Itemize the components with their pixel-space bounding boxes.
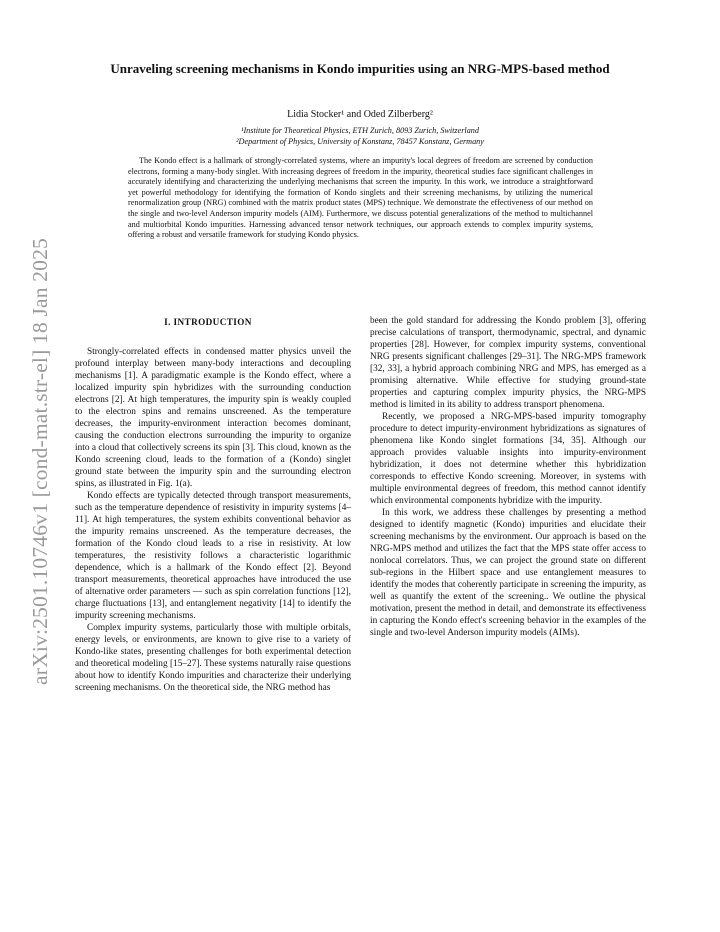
section-heading-introduction: I. INTRODUCTION <box>164 317 252 327</box>
paragraph: Strongly-correlated effects in condensed matter physics unveil the profound interplay between many-body interactions and decoupling mechanisms [1]. A paradigmatic example is the Kondo effect, where a localized impurity spin hybridizes with the surrounding conduction electrons [2]. At high temperatures, the impurity spin is weakly coupled to the electron spins and remains unscreened. As the temperature decreases, the impurity-environment interaction becomes dominant, causing the conduction electrons surrounding the impurity to organize into a cloud that collectively screens its spin [3]. This cloud, known as the Kondo screening cloud, leads to the formation of a (Kondo) singlet ground state between the impurity spin and the surrounding electron spins, as illustrated in Fig. 1(a). <box>75 347 351 490</box>
paragraph: Recently, we proposed a NRG-MPS-based impurity tomography procedure to detect impurity-environment hybridizations as signatures of phenomena like Kondo singlet formations [34, 35]. Although our approach provides valuable insights into impurity-environment hybridization, it does not determine whether this hybridization corresponds to effective Kondo screening. Moreover, in systems with multiple environmental degrees of freedom, this method cannot identify which environmental components hybridize with the impurity. <box>370 412 646 507</box>
author-list: Lidia Stocker¹ and Oded Zilberberg² <box>287 109 433 120</box>
paper-title: Unraveling screening mechanisms in Kondo impurities using an NRG-MPS-based method <box>110 61 610 76</box>
arxiv-identifier: arXiv:2501.10746v1 [cond-mat.str-el] 18 Jan 2025 <box>27 237 52 685</box>
paragraph: Kondo effects are typically detected through transport measurements, such as the temperature dependence of resistivity in impurity systems [4–11]. At high temperatures, the system exhibits conventional behavior as the impurity remains unscreened. As the temperature decreases, the formation of the Kondo cloud leads to a rise in resistivity. At low temperatures, the resistivity follows a characteristic logarithmic dependence, which is a hallmark of the Kondo effect [2]. Beyond transport measurements, theoretical approaches have introduced the use of alternative order parameters — such as spin correlation functions [12], charge fluctuations [13], and entanglement negativity [14] to identify the impurity screening mechanisms. <box>75 491 351 622</box>
affiliation-konstanz: ²Department of Physics, University of Konstanz, 78457 Konstanz, Germany <box>236 137 484 146</box>
arxiv-sidebar-stamp <box>18 226 62 696</box>
left-column <box>75 346 351 694</box>
abstract: The Kondo effect is a hallmark of strongly-correlated systems, where an impurity's local degrees of freedom are screened by conduction electrons, forming a many-body singlet. With increasing degrees of freedom in the impurity, theoretical studies face significant challenges in accurately identifying and characterizing the underlying mechanisms that screen the impurity. In this work, we introduce a straightforward yet powerful methodology for identifying the formation of Kondo singlets and their screening mechanisms, by utilizing the numerical renormalization group (NRG) combined with the matrix product states (MPS) technique. We demonstrate the effectiveness of our method on the single and two-level Anderson impurity models (AIM). Furthermore, we discuss potential generalizations of the method to multichannel and multiorbital Kondo impurities. Harnessing advanced tensor network techniques, our approach extends to complex impurity systems, offering a robust and versatile framework for studying Kondo physics. <box>128 156 593 240</box>
paragraph: Complex impurity systems, particularly those with multiple orbitals, energy levels, or environments, are known to give rise to a variety of Kondo-like states, presenting challenges for both experimental detection and theoretical modeling [15–27]. These systems naturally raise questions about how to identify Kondo impurities and characterize their underlying screening mechanisms. On the theoretical side, the NRG method has <box>75 623 351 694</box>
paragraph: In this work, we address these challenges by presenting a method designed to identify magnetic (Kondo) impurities and elucidate their screening mechanisms by the environment. Our approach is based on the NRG-MPS method and utilizes the fact that the MPS state offer access to nonlocal correlators. Thus, we can project the ground state on different sub-regions in the Hilbert space and use entanglement measures to identify the modes that coherently participate in screening the impurity, as well as quantify the extent of the screening.. We outline the physical motivation, present the method in detail, and demonstrate its effectiveness in capturing the Kondo effect's screening behavior in the examples of the single and two-level Anderson impurity models (AIMs). <box>370 508 646 639</box>
paragraph: been the gold standard for addressing the Kondo problem [3], offering precise calculations of transport, thermodynamic, spectral, and dynamic properties [28]. However, for complex impurity systems, conventional NRG presents significant challenges [29–31]. The NRG-MPS framework [32, 33], a hybrid approach combining NRG and MPS, has emerged as a promising alternative. While effective for studying ground-state properties and capturing complex impurity physics, the NRG-MPS method is limited in its ability to address transport phenomena. <box>370 316 646 411</box>
affiliation-eth: ¹Institute for Theoretical Physics, ETH Zurich, 8093 Zurich, Switzerland <box>241 126 479 135</box>
right-column <box>370 315 646 639</box>
